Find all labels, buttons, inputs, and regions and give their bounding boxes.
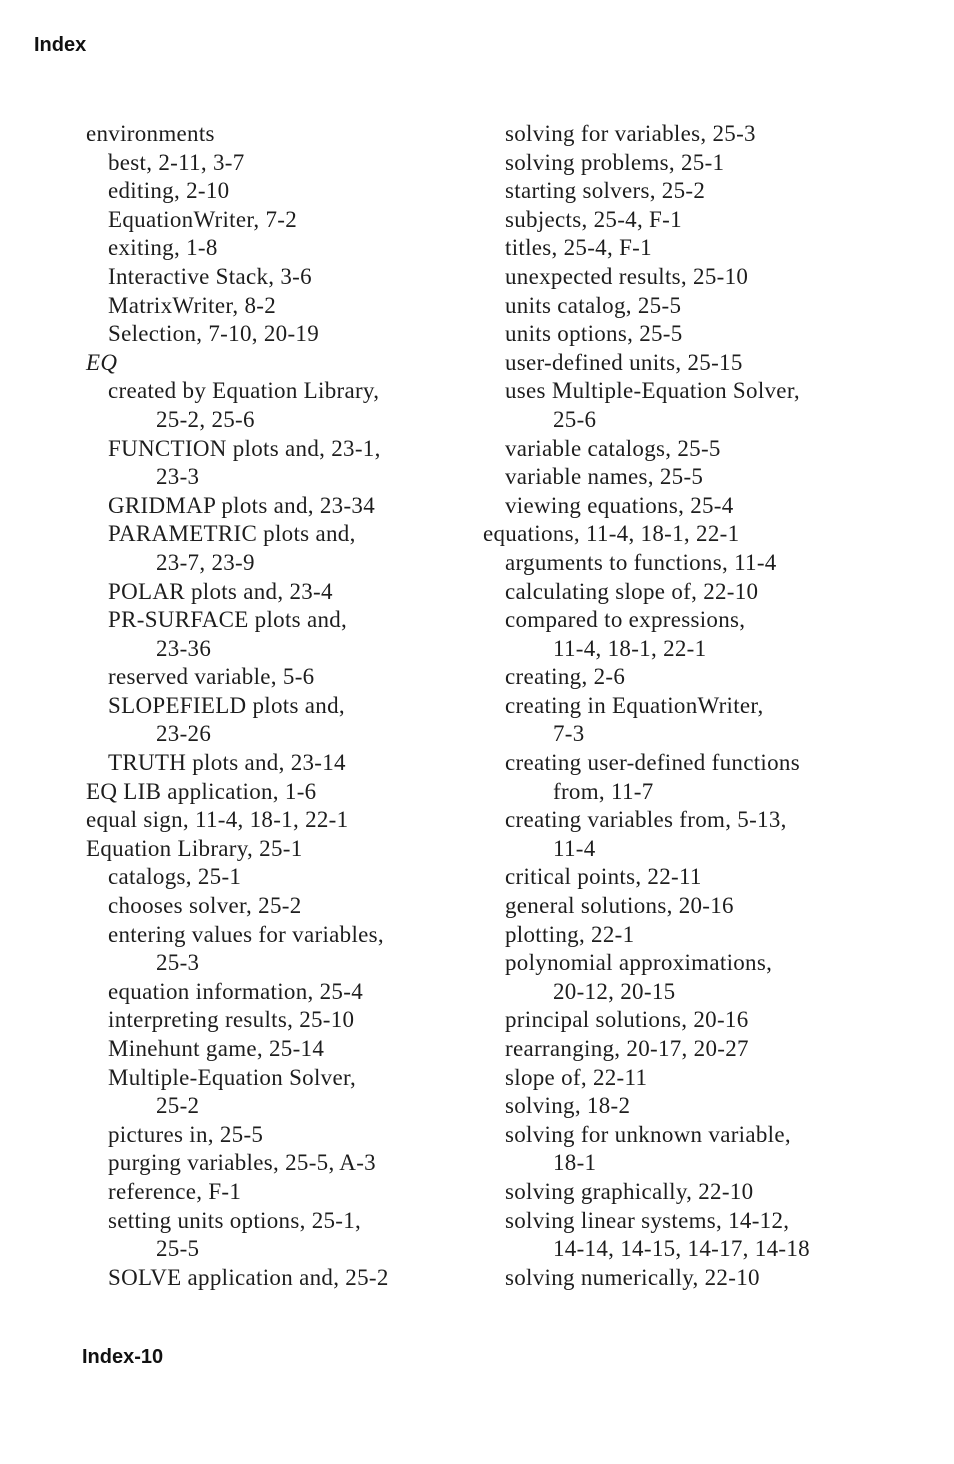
index-entry-continuation: from, 11-7 bbox=[553, 778, 654, 804]
index-subentry: Selection, 7-10, 20-19 bbox=[108, 321, 320, 347]
index-subentry: unexpected results, 25-10 bbox=[505, 263, 749, 289]
index-subentry: TRUTH plots and, 23-14 bbox=[108, 750, 346, 776]
index-subentry: variable names, 25-5 bbox=[505, 464, 704, 490]
index-entry-continuation: 25-5 bbox=[156, 1236, 200, 1262]
index-subentry: equation information, 25-4 bbox=[108, 978, 363, 1004]
index-entry-continuation: 7-3 bbox=[553, 721, 585, 747]
index-subentry: solving linear systems, 14-12, bbox=[505, 1207, 790, 1233]
index-column-left bbox=[86, 120, 466, 1292]
index-subentry: creating variables from, 5-13, bbox=[505, 807, 787, 833]
index-entry: environments bbox=[86, 121, 215, 146]
index-subentry: calculating slope of, 22-10 bbox=[505, 578, 759, 604]
index-entry-continuation: 25-3 bbox=[156, 950, 200, 976]
index-subentry: chooses solver, 25-2 bbox=[108, 893, 302, 919]
index-entry-continuation: 25-2 bbox=[156, 1093, 200, 1119]
index-subentry: SLOPEFIELD plots and, bbox=[108, 692, 345, 718]
index-subentry: solving graphically, 22-10 bbox=[505, 1178, 754, 1204]
index-subentry: catalogs, 25-1 bbox=[108, 864, 242, 890]
index-subentry: Minehunt game, 25-14 bbox=[108, 1036, 325, 1061]
index-subentry: principal solutions, 20-16 bbox=[505, 1007, 749, 1033]
running-head: Index bbox=[34, 34, 87, 56]
index-subentry: compared to expressions, bbox=[505, 607, 746, 633]
index-subentry: solving numerically, 22-10 bbox=[505, 1264, 760, 1290]
index-subentry: solving for variables, 25-3 bbox=[505, 121, 756, 146]
index-subentry: solving problems, 25-1 bbox=[505, 149, 725, 175]
index-subentry: MatrixWriter, 8-2 bbox=[108, 292, 277, 318]
index-subentry: purging variables, 25-5, A-3 bbox=[108, 1150, 376, 1176]
index-subentry: PR-SURFACE plots and, bbox=[108, 607, 348, 633]
index-entry-continuation: 14-14, 14-15, 14-17, 14-18 bbox=[553, 1236, 810, 1262]
index-subentry: general solutions, 20-16 bbox=[505, 893, 734, 919]
index-subentry: EquationWriter, 7-2 bbox=[108, 206, 298, 232]
index-entry-continuation: 23-7, 23-9 bbox=[156, 549, 255, 575]
index-entry: Equation Library, 25-1 bbox=[86, 835, 303, 861]
index-entry-continuation: 25-6 bbox=[553, 406, 597, 432]
index-subentry: created by Equation Library, bbox=[108, 378, 380, 404]
index-subentry: critical points, 22-11 bbox=[505, 864, 702, 890]
index-entry: EQ bbox=[86, 349, 118, 375]
index-subentry: user-defined units, 25-15 bbox=[505, 349, 743, 375]
index-subentry: pictures in, 25-5 bbox=[108, 1121, 264, 1147]
index-subentry: creating, 2-6 bbox=[505, 664, 626, 690]
index-subentry: setting units options, 25-1, bbox=[108, 1207, 362, 1233]
index-subentry: plotting, 22-1 bbox=[505, 921, 635, 947]
index-subentry: entering values for variables, bbox=[108, 921, 384, 947]
index-subentry: units options, 25-5 bbox=[505, 321, 683, 347]
index-subentry: Multiple-Equation Solver, bbox=[108, 1064, 357, 1090]
index-subentry: reserved variable, 5-6 bbox=[108, 664, 315, 690]
index-subentry: arguments to functions, 11-4 bbox=[505, 549, 777, 575]
index-subentry: slope of, 22-11 bbox=[505, 1064, 648, 1090]
index-subentry: uses Multiple-Equation Solver, bbox=[505, 378, 800, 404]
index-subentry: polynomial approximations, bbox=[505, 950, 773, 976]
index-entry-continuation: 23-26 bbox=[156, 721, 212, 747]
index-subentry: FUNCTION plots and, 23-1, bbox=[108, 435, 381, 461]
index-subentry: best, 2-11, 3-7 bbox=[108, 149, 245, 175]
index-subentry: GRIDMAP plots and, 23-34 bbox=[108, 492, 376, 518]
index-subentry: PARAMETRIC plots and, bbox=[108, 521, 356, 547]
index-entry: EQ LIB application, 1-6 bbox=[86, 778, 317, 804]
index-entry-continuation: 18-1 bbox=[553, 1150, 597, 1176]
index-entry-continuation: 23-36 bbox=[156, 635, 212, 661]
index-subentry: POLAR plots and, 23-4 bbox=[108, 578, 333, 604]
index-subentry: Interactive Stack, 3-6 bbox=[108, 263, 312, 289]
index-subentry: viewing equations, 25-4 bbox=[505, 492, 734, 518]
index-subentry: creating in EquationWriter, bbox=[505, 692, 764, 718]
index-subentry: starting solvers, 25-2 bbox=[505, 178, 706, 204]
index-subentry: exiting, 1-8 bbox=[108, 235, 218, 261]
index-entry-continuation: 23-3 bbox=[156, 464, 200, 490]
index-entry-continuation: 25-2, 25-6 bbox=[156, 406, 255, 432]
index-column-right bbox=[483, 120, 883, 1292]
index-entry-continuation: 11-4, 18-1, 22-1 bbox=[553, 635, 707, 661]
index-subentry: solving for unknown variable, bbox=[505, 1121, 791, 1147]
index-entry: equations, 11-4, 18-1, 22-1 bbox=[483, 521, 740, 547]
index-subentry: rearranging, 20-17, 20-27 bbox=[505, 1036, 749, 1061]
index-subentry: subjects, 25-4, F-1 bbox=[505, 206, 682, 232]
index-entry: equal sign, 11-4, 18-1, 22-1 bbox=[86, 807, 349, 833]
index-subentry: interpreting results, 25-10 bbox=[108, 1007, 355, 1033]
index-subentry: units catalog, 25-5 bbox=[505, 292, 682, 318]
index-subentry: titles, 25-4, F-1 bbox=[505, 235, 652, 261]
index-entry-continuation: 11-4 bbox=[553, 835, 596, 861]
index-subentry: editing, 2-10 bbox=[108, 178, 230, 204]
index-subentry: variable catalogs, 25-5 bbox=[505, 435, 721, 461]
index-subentry: creating user-defined functions bbox=[505, 750, 800, 776]
index-subentry: SOLVE application and, 25-2 bbox=[108, 1264, 389, 1290]
index-subentry: reference, F-1 bbox=[108, 1178, 242, 1204]
page-number: Index-10 bbox=[82, 1346, 164, 1368]
index-subentry: solving, 18-2 bbox=[505, 1093, 631, 1119]
index-entry-continuation: 20-12, 20-15 bbox=[553, 978, 676, 1004]
